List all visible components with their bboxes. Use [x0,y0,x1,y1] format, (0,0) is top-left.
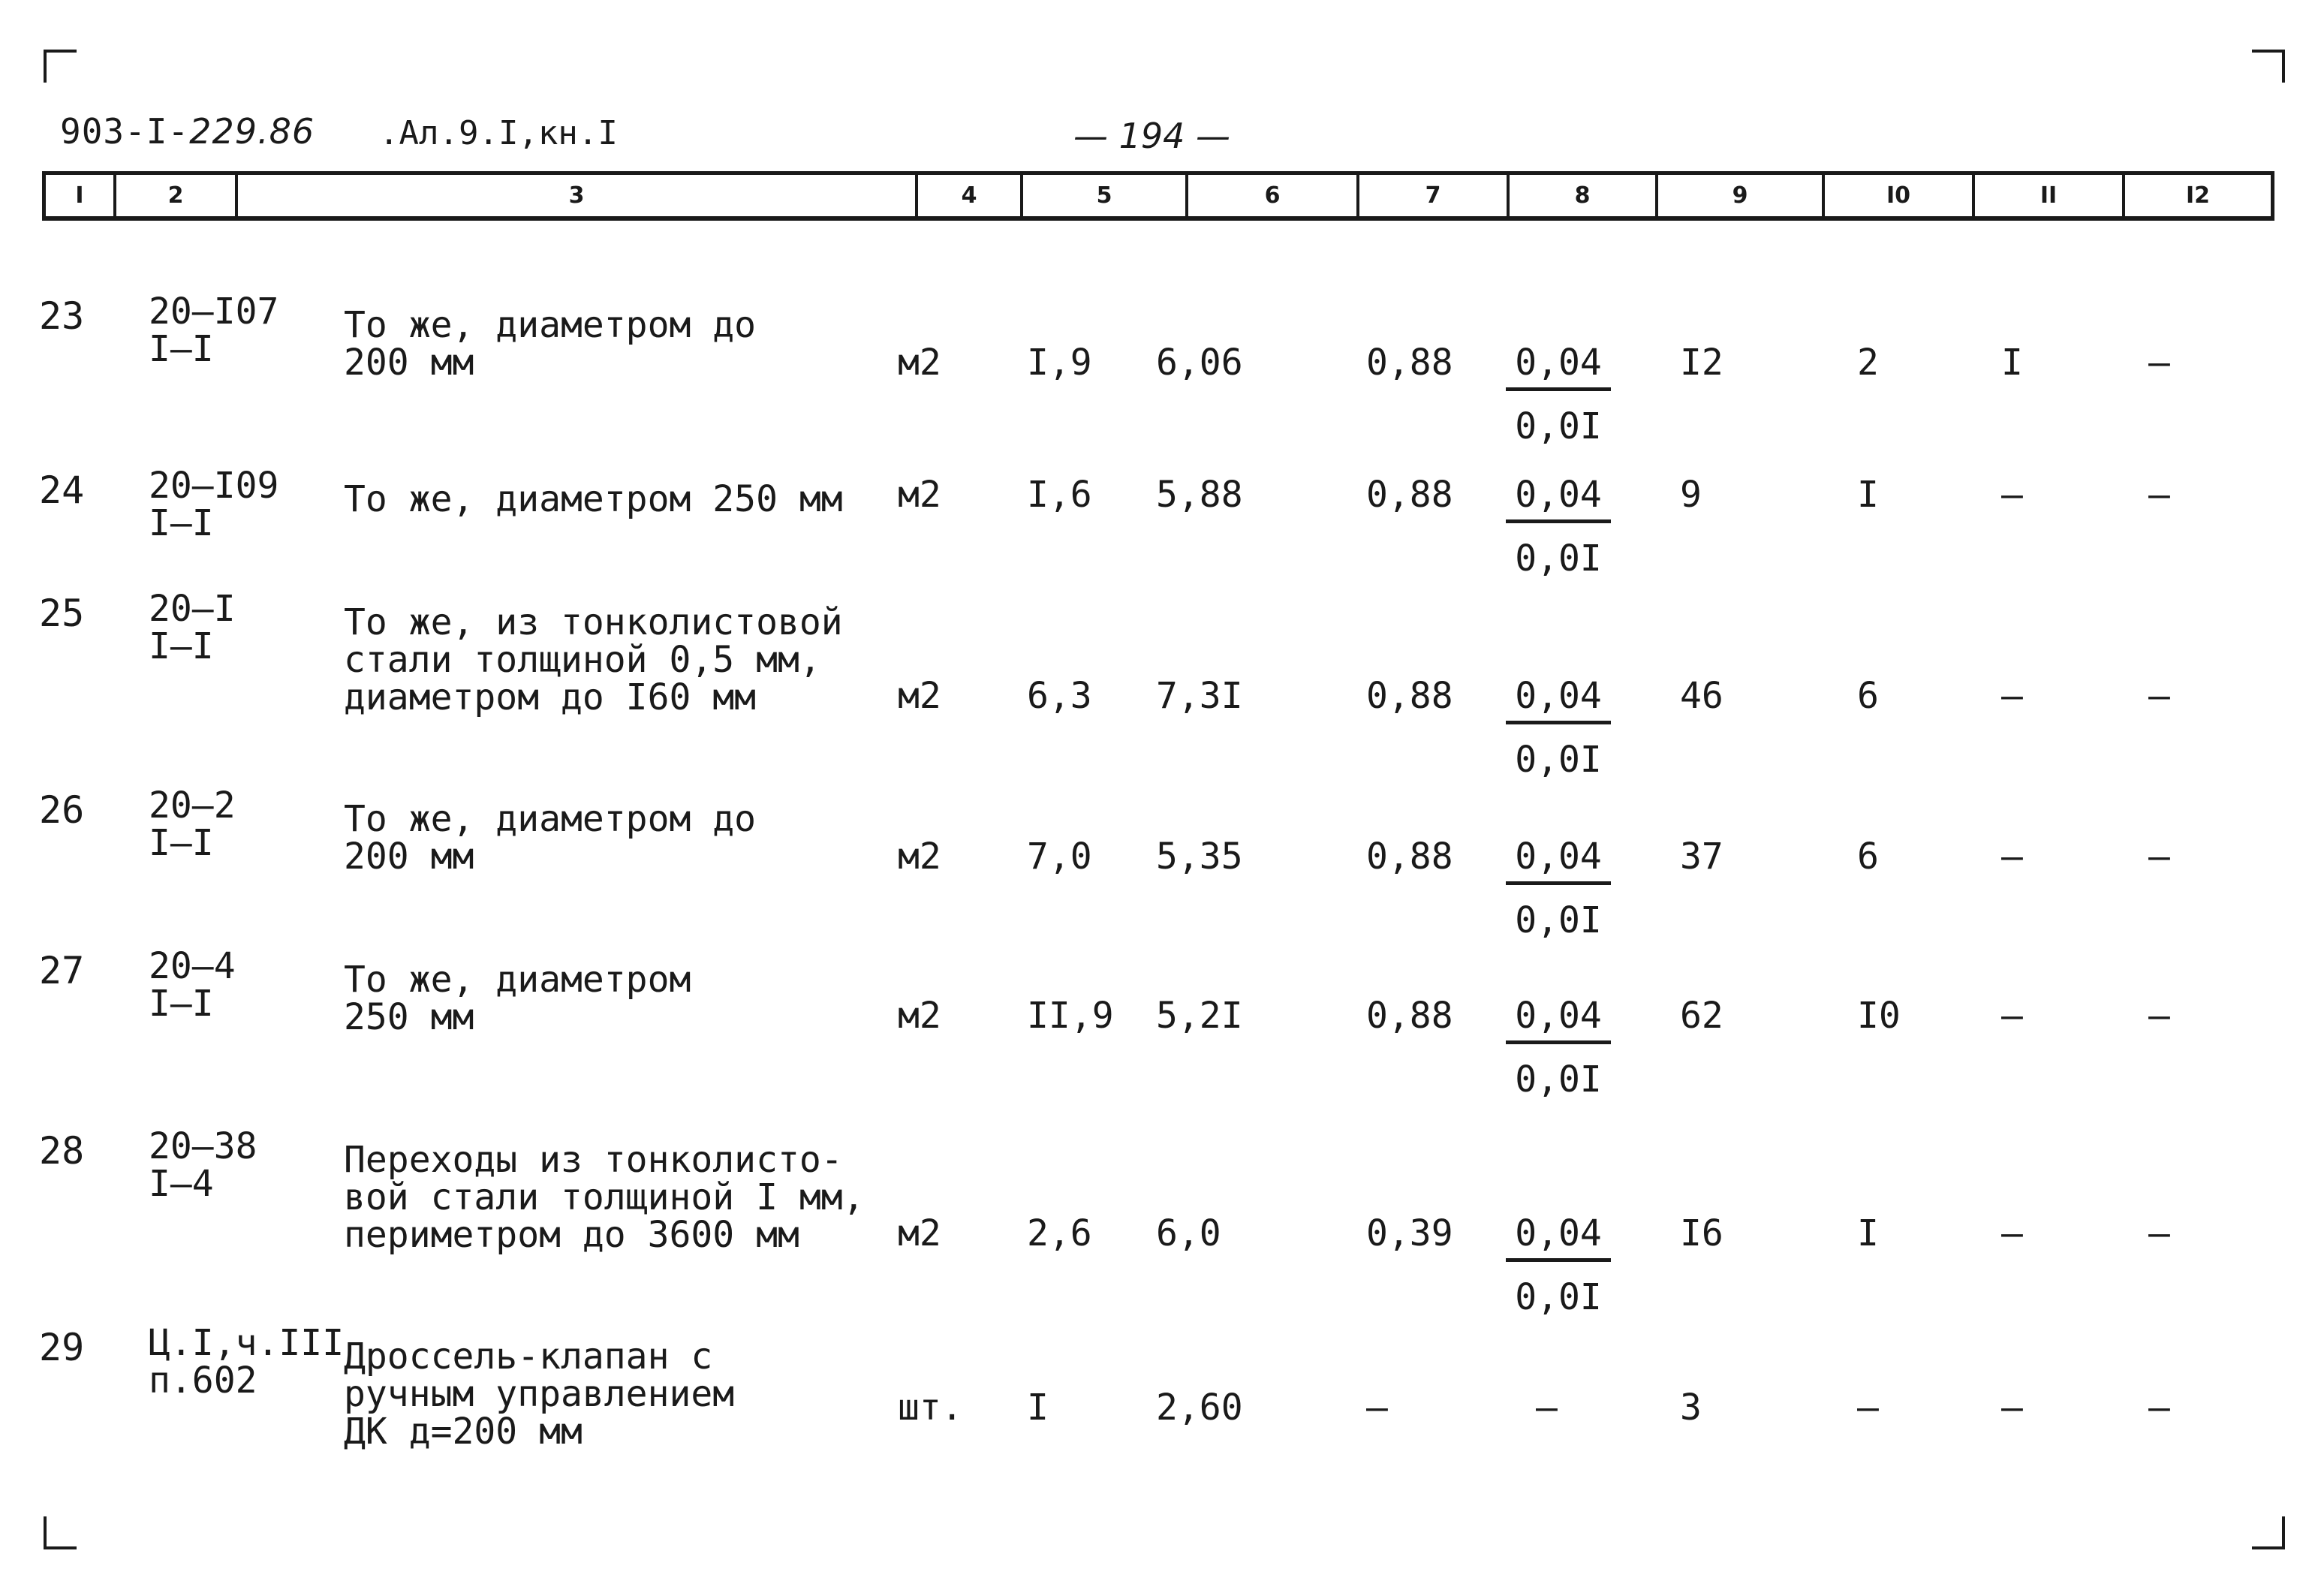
row-number: 25 [39,592,85,635]
row-col8-numerator: 0,04 [1506,476,1611,523]
row-col8-fraction [1506,1212,1611,1318]
row-col8-numerator: 0,04 [1506,1215,1611,1262]
row-col10: 6 [1857,836,1879,878]
row-code: Ц.I,ч.III п.602 [149,1322,345,1402]
row-col8-denominator: 0,0I [1515,405,1602,447]
row-number: 24 [39,468,85,512]
album-reference: .Ал.9.I,кн.I [379,114,618,152]
row-col9: 46 [1680,675,1723,717]
document-code [60,111,315,152]
column-header-2: 2 [113,175,235,216]
row-code: 20–38 I–4 [149,1125,257,1205]
row-col8-numerator: 0,04 [1506,344,1611,391]
row-col11: – [2001,1212,2023,1254]
row-unit: м2 [898,675,941,717]
row-col8-denominator: 0,0I [1515,1058,1602,1101]
row-number: 23 [39,294,85,338]
row-col7: 0,88 [1366,342,1453,384]
row-col6: 5,88 [1156,474,1243,516]
row-code: 20–2 I–I [149,784,236,864]
row-code: 20–I I–I [149,588,236,667]
column-header-1: I [75,182,84,209]
row-description: То же, диаметром 250 мм [344,959,691,1038]
row-col5: I,9 [1027,342,1092,384]
row-col8-numerator: 0,04 [1506,997,1611,1044]
column-header-12: I2 [2122,175,2271,216]
row-col9: 3 [1680,1387,1702,1429]
row-col10: – [1857,1387,1879,1429]
column-header-row [42,171,2274,221]
row-col6: 5,35 [1156,836,1243,878]
row-col8-fraction [1506,344,1611,445]
row-col8-fraction [1506,474,1611,580]
row-col9: 9 [1680,474,1702,516]
row-col10: 6 [1857,675,1879,717]
row-col6: 7,3I [1156,675,1243,717]
row-col12: – [2148,995,2170,1037]
row-col12: – [2148,474,2170,516]
row-col8-denominator: 0,0I [1515,538,1602,580]
row-col11: I [2001,342,2023,384]
row-col8-fraction [1506,995,1611,1101]
row-unit: м2 [898,342,941,384]
row-col6: 2,60 [1156,1387,1243,1429]
row-col8-denominator: 0,0I [1515,1276,1602,1318]
row-col5: I,6 [1027,474,1092,516]
row-col11: – [2001,836,2023,878]
row-description: То же, из тонколистовой стали толщиной 0,5 мм, диаметром до I60 мм [344,601,843,718]
column-header-9: 9 [1655,175,1822,216]
row-col5: II,9 [1027,995,1114,1037]
row-description: То же, диаметром до 200 мм [344,798,757,878]
row-col7: 0,88 [1366,995,1453,1037]
column-header-11: II [1972,175,2122,216]
row-col9: 62 [1680,995,1723,1037]
row-col12: – [2148,1387,2170,1429]
row-col9: I6 [1680,1212,1723,1254]
row-col10: I [1857,1212,1879,1254]
row-col10: I [1857,474,1879,516]
row-number: 27 [39,949,85,992]
row-col11: – [2001,675,2023,717]
corner-mark-top-right [2252,50,2285,83]
row-description: То же, диаметром до 200 мм [344,304,757,384]
page-number: — 194 — [1073,116,1231,156]
row-code: 20–I07 I–I [149,291,279,370]
row-unit: шт. [898,1387,963,1429]
row-col5: 6,3 [1027,675,1092,717]
row-col5: I [1027,1387,1049,1429]
row-col9: I2 [1680,342,1723,384]
document-code-handwritten: 229.86 [189,111,315,152]
row-col11: – [2001,995,2023,1037]
row-col8-denominator: 0,0I [1515,899,1602,941]
row-col10: 2 [1857,342,1879,384]
row-col8: – [1536,1387,1558,1429]
column-header-10: I0 [1822,175,1972,216]
row-description: То же, диаметром 250 мм [344,478,843,520]
column-header-3: 3 [235,175,915,216]
row-col7: 0,39 [1366,1212,1453,1254]
row-col12: – [2148,1212,2170,1254]
row-col7: 0,88 [1366,675,1453,717]
row-number: 29 [39,1326,85,1369]
row-unit: м2 [898,995,941,1037]
row-col8-numerator: 0,04 [1506,677,1611,724]
row-col11: – [2001,1387,2023,1429]
row-col7: – [1366,1387,1388,1429]
row-col11: – [2001,474,2023,516]
row-unit: м2 [898,474,941,516]
row-col8-fraction [1506,838,1611,939]
row-number: 26 [39,788,85,832]
corner-mark-bottom-right [2252,1516,2285,1549]
row-col6: 6,0 [1156,1212,1221,1254]
row-col6: 5,2I [1156,995,1243,1037]
document-code-prefix: 903-I- [60,111,190,152]
column-header-4: 4 [915,175,1020,216]
row-col5: 2,6 [1027,1212,1092,1254]
row-col12: – [2148,675,2170,717]
column-header-8: 8 [1507,175,1655,216]
corner-mark-bottom-left [44,1516,77,1549]
column-header-7: 7 [1356,175,1507,216]
row-unit: м2 [898,836,941,878]
row-description: Дроссель-клапан с ручным управлением ДК д=200 мм [344,1336,735,1453]
row-col8-denominator: 0,0I [1515,739,1602,781]
row-col6: 6,06 [1156,342,1243,384]
row-number: 28 [39,1129,85,1173]
row-unit: м2 [898,1212,941,1254]
row-col8-numerator: 0,04 [1506,838,1611,885]
column-header-6: 6 [1185,175,1356,216]
row-col8-fraction [1506,675,1611,781]
column-header-5: 5 [1020,175,1185,216]
corner-mark-top-left [44,50,77,83]
row-code: 20–4 I–I [149,945,236,1025]
row-code: 20–I09 I–I [149,465,279,544]
row-col7: 0,88 [1366,474,1453,516]
row-col7: 0,88 [1366,836,1453,878]
row-col12: – [2148,342,2170,384]
row-col10: I0 [1857,995,1901,1037]
row-col5: 7,0 [1027,836,1092,878]
row-col9: 37 [1680,836,1723,878]
row-col12: – [2148,836,2170,878]
row-description: Переходы из тонколисто- вой стали толщиной I мм, периметром до 3600 мм [344,1139,865,1256]
